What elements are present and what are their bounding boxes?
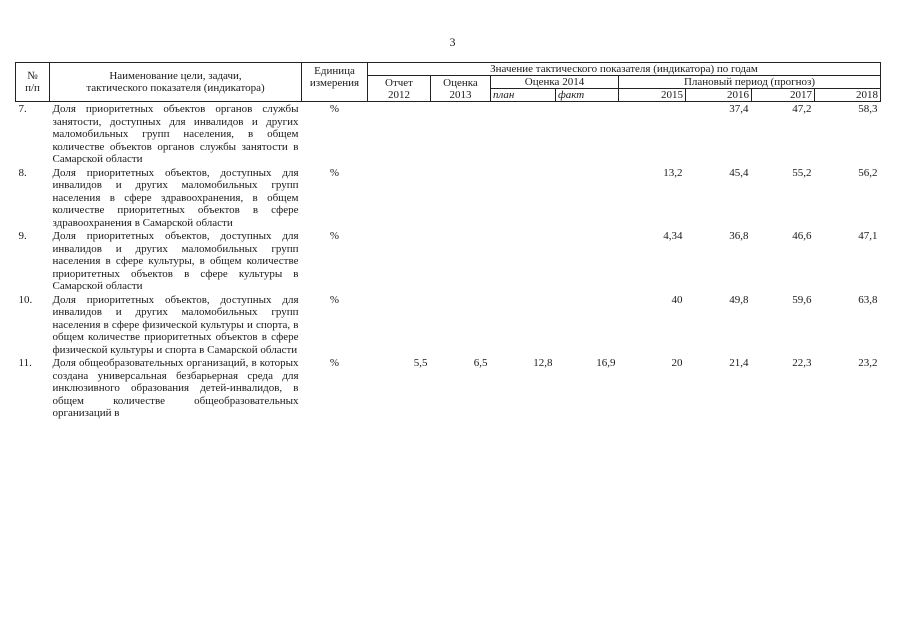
value-fact-2014	[556, 102, 619, 166]
col-header-estimate-2014: Оценка 2014	[491, 76, 619, 89]
col-header-values: Значение тактического показателя (индикатора) по годам	[368, 63, 881, 76]
value-2016: 49,8	[729, 293, 749, 306]
value-2012	[368, 293, 431, 357]
value-fact-2014: 16,9	[596, 357, 616, 369]
value-2013	[431, 229, 491, 293]
value-plan-2014	[491, 293, 556, 357]
row-number: 7.	[18, 103, 27, 115]
col-header-report-2012: Отчет 2012	[368, 76, 431, 102]
value-2017: 59,6	[792, 293, 812, 306]
value-2013	[431, 166, 491, 230]
value-2017: 22,3	[792, 357, 812, 369]
value-2015: 20	[671, 357, 683, 369]
value-2012	[368, 166, 431, 230]
unit: %	[329, 166, 340, 179]
header-row-1	[16, 63, 881, 76]
value-2012	[368, 102, 431, 166]
value-2017: 55,2	[792, 166, 812, 179]
page-number: 3	[449, 35, 456, 49]
value-plan-2014	[491, 102, 556, 166]
indicator-name: Доля приоритетных объектов, доступных для инвалидов и других маломобильных групп населения в сфере здравоохранения, в общем количестве приоритетных объектов в сфере здравоохранения в Самарской области	[52, 166, 299, 229]
col-header-fact: факт	[556, 89, 619, 102]
col-header-2018: 2018	[815, 89, 881, 102]
unit: %	[329, 230, 340, 242]
row-number: 9.	[18, 230, 27, 242]
col-header-name: Наименование цели, задачи, тактического показателя (индикатора)	[50, 63, 302, 102]
value-fact-2014	[556, 166, 619, 230]
table-row	[16, 293, 881, 357]
table-row	[16, 229, 881, 293]
table-row	[16, 102, 881, 166]
value-2012: 5,5	[413, 357, 428, 369]
indicator-name: Доля приоритетных объектов, доступных для инвалидов и других маломобильных групп населения в сфере физической культуры и спорта, в общем количестве приоритетных объектов в сфере физической культуры и спорта в Самарской области	[52, 293, 299, 356]
indicator-name: Доля приоритетных объектов, доступных для инвалидов и других маломобильных групп населения в сфере культуры, в общем количестве приоритетных объектов в сфере культуры в Самарской области	[52, 230, 299, 292]
indicator-name: Доля общеобразовательных организаций, в которых создана универсальная безбарьерная среда для инклюзивного образования детей-инвалидов, в общем количестве общеобразовательных организаций в	[52, 357, 299, 419]
col-header-estimate-2013: Оценка 2013	[431, 76, 491, 102]
value-2018: 63,8	[858, 293, 878, 306]
value-2018: 58,3	[858, 103, 878, 115]
table-row	[16, 356, 881, 420]
value-2015: 13,2	[663, 166, 683, 179]
row-number: 8.	[18, 166, 27, 179]
unit: %	[329, 103, 340, 115]
value-2016: 45,4	[729, 166, 749, 179]
indicator-name: Доля приоритетных объектов органов службы занятости, доступных для инвалидов и других маломобильных групп населения, в общем количестве объектов органов службы занятости в Самарской области	[52, 103, 299, 165]
col-header-plan: план	[491, 89, 556, 102]
table-row	[16, 166, 881, 230]
value-2015: 4,34	[663, 230, 683, 242]
value-fact-2014	[556, 229, 619, 293]
value-2012	[368, 229, 431, 293]
col-header-2017: 2017	[752, 89, 815, 102]
unit: %	[329, 357, 340, 369]
unit: %	[329, 293, 340, 306]
value-plan-2014	[491, 166, 556, 230]
indicators-table	[15, 62, 881, 420]
row-number: 10.	[18, 293, 33, 306]
value-2018: 47,1	[858, 230, 878, 242]
col-header-num: № п/п	[16, 63, 50, 102]
value-2017: 47,2	[792, 103, 812, 115]
col-header-planned-period: Плановый период (прогноз)	[619, 76, 881, 89]
value-fact-2014	[556, 293, 619, 357]
value-2017: 46,6	[792, 230, 812, 242]
value-2015: 40	[671, 293, 683, 306]
value-2016: 36,8	[729, 230, 749, 242]
col-header-unit: Единица измерения	[302, 63, 368, 102]
value-plan-2014: 12,8	[533, 357, 553, 369]
value-2013	[431, 102, 491, 166]
col-header-2015: 2015	[619, 89, 686, 102]
value-plan-2014	[491, 229, 556, 293]
col-header-2016: 2016	[686, 89, 752, 102]
value-2016: 37,4	[729, 103, 749, 115]
value-2013	[431, 293, 491, 357]
value-2016: 21,4	[729, 357, 749, 369]
value-2018: 56,2	[858, 166, 878, 179]
value-2015	[619, 102, 686, 166]
row-number: 11.	[18, 357, 32, 369]
value-2013: 6,5	[473, 357, 488, 369]
value-2018: 23,2	[858, 357, 878, 369]
